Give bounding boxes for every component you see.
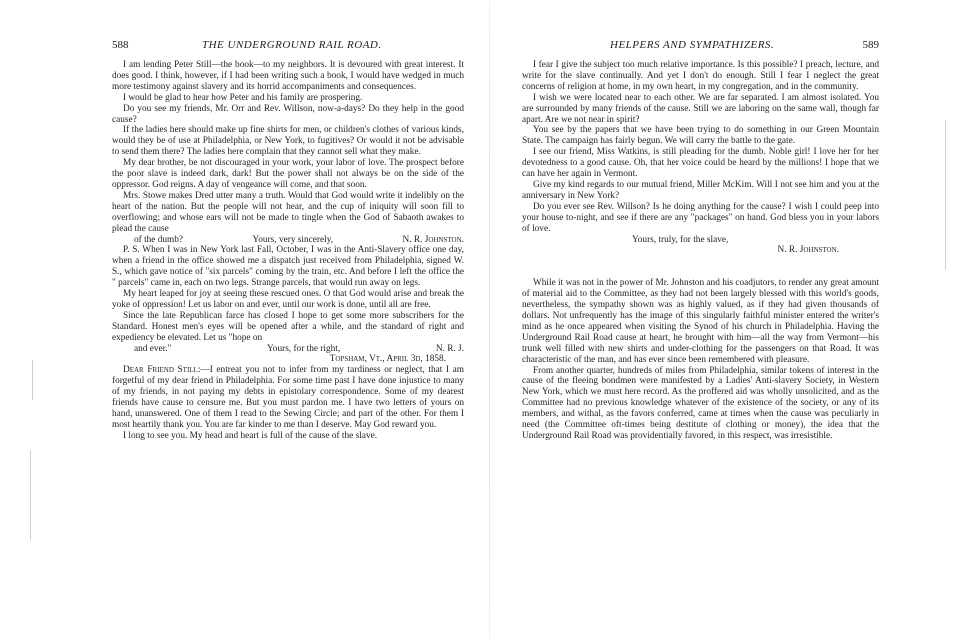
postscript-paragraph: Since the late Republican farce has closed I hope to get some more subscribers for the Standard. Honest men's eyes will be opened after a while, and the standard of right and expediency be elevated. Let us "hope on [112, 310, 464, 343]
closing-phrase: Yours, very sincerely, [252, 234, 334, 245]
page-edge-mark [32, 360, 33, 400]
postscript-closing-line [112, 344, 464, 355]
paragraph: I would be glad to hear how Peter and his family are prospering. [123, 92, 363, 103]
signature: N. R. Johnston. [777, 245, 839, 256]
right-page [490, 0, 980, 640]
left-running-head [112, 38, 464, 52]
signature: N. R. Johnston. [402, 234, 464, 245]
letter-closing: Yours, truly, for the slave, [632, 234, 729, 245]
postscript-paragraph: P. S. When I was in New York last Fall, October, I was in the Anti-Slavery office one day, when a friend in the office showed me a dispatch just received from Philadelphia, signed W. S., which gave notice of "six parcels" coming by the train, etc. And before I left the office the " parcels" came in, each on two legs. Strange parcels, that would run away on legs. [112, 245, 464, 289]
paragraph: I see our friend, Miss Watkins, is still pleading for the dumb. Noble girl! I love her for her devotedness to a good cause. Oh, that her voice could be heard by the millions! I hope that we can have her again in Vermont. [522, 147, 879, 180]
signature: N. R. J. [435, 343, 464, 354]
narrative-paragraph: While it was not in the power of Mr. Johnston and his coadjutors, to render any great amount of material aid to the Committee, as they had not been largely blessed with this world's goods, nevertheless, the sympathy shown was as highly valued, as if they had given thousands of dollars. Not unfrequently has the image of this singularly faithful minister entered the writer's mind as he once appeared when visiting the Synod of his church in Philadelphia. Having the Underground Rail Road cause at heart, he brought with him—all the way from Vermont—his trunk well filled with new shirts and under-clothing for the passengers on that Road. It was characteristic of the man, and has ever since been remembered with pleasure. [522, 278, 879, 365]
right-page-number: 589 [862, 39, 879, 51]
paragraph: I wish we were located near to each other. We are far separated. I am almost isolated. You are surrounded by many friends of the cause. Still we are laboring on the same wall, though far apart. Are we not near in spirit? [522, 92, 879, 125]
paragraph: Mrs. Stowe makes Dred utter many a truth. Would that God would write it indelibly on the heart of the nation. But the people will not hear, and the cup of iniquity will soon fill to overflowing; and whose ears will not be made to tingle when the God of Sabaoth awakes to plead the cause [112, 190, 464, 234]
right-page-body [522, 60, 879, 442]
letter-closing-line [112, 235, 464, 246]
closing-fragment: and ever." [134, 343, 172, 354]
paragraph: I fear I give the subject too much relative importance. Is this possible? I preach, lecture, and write for the slave continually. And yet I don't do enough. Still I fear I neglect the great concerns of religion at home, in my own heart, in my congregation, and in the community. [522, 60, 879, 92]
paragraph: Do you ever see Rev. Willson? Is he doing anything for the cause? I wish I could peep into your house to-night, and see if there are any "packages" on hand. God bless you in your labors of love. [522, 201, 879, 234]
salutation: Dear Friend Still [123, 365, 198, 376]
narrative-paragraph: From another quarter, hundreds of miles from Philadelphia, similar tokens of interest in the cause of the fleeing bondmen were manifested by a Ladies' Anti-slavery Society, in Western New York, which we must here record. As the proffered aid was wholly unsolicited, and as the Committee had no previous knowledge whatever of the existence of the society, or any of its members, and withal, as the favors conferred, came at times when the cause was peculiarly in need (the Committee oft-times being destitute of clothing or money), the idea that the Underground Rail Road was providentially favored, in this respect, was irresistible. [522, 365, 879, 441]
left-page-number: 588 [112, 39, 129, 51]
right-running-title: HELPERS AND SYMPATHIZERS. [610, 39, 775, 51]
page-edge-mark [30, 450, 31, 540]
left-page-body [112, 60, 464, 442]
section-gap [522, 256, 879, 278]
closing-fragment: of the dumb? [134, 234, 184, 245]
letter-paragraph: I long to see you. My head and heart is full of the cause of the slave. [123, 430, 378, 441]
paragraph: My dear brother, be not discouraged in your work, your labor of love. The prospect before the poor slave is indeed dark, dark! But the power shall not always be on the side of the oppressor. God reigns. A day of vengeance will come, and that soon. [112, 158, 464, 190]
letter-opening [112, 365, 464, 430]
page-edge-mark [945, 120, 946, 270]
paragraph: I am lending Peter Still—the book—to my neighbors. It is devoured with great interest. It does good. I think, however, if I had been writing such a book, I would have wedged in much more testimony against slavery and its horrid accompaniments and consequences. [112, 60, 464, 92]
right-running-head [522, 38, 879, 52]
paragraph: Give my kind regards to our mutual friend, Miller McKim. Will I not see him and you at the anniversary in New York? [522, 179, 879, 201]
paragraph: If the ladies here should make up fine shirts for men, or children's clothes of various kinds, would they be of use at Philadelphia, or New York, to fugitives? Or would it not be advisable to send them there? The ladies here complain that they cannot sell what they make. [112, 125, 464, 158]
letter-paragraph: :—I entreat you not to infer from my tardiness or neglect, that I am forgetful of my dear friend in Philadelphia. For some time past I have done injustice to many of my friends, in not paying my debts in epistolary correspondence. Some of my dearest friends have cause to censure me. But you must pardon me. I have two letters of yours on hand, unanswered. One of them I read to the Sewing Circle; and part of the other. For them I most heartily thank you. You are far kinder to me than I deserve. May God reward you. [112, 365, 464, 430]
paragraph: You see by the papers that we have been trying to do something in our Green Mountain State. The campaign has fairly begun. We will carry the battle to the gate. [522, 125, 879, 147]
postscript-paragraph: My heart leaped for joy at seeing these rescued ones. O that God would arise and break the yoke of oppression! Let us labor on and ever, until our work is done, until all are free. [112, 289, 464, 310]
dateline: Topsham, Vt., April 3d, 1858. [329, 354, 446, 365]
closing-phrase: Yours, for the right, [267, 343, 341, 354]
paragraph: Do you see my friends, Mr. Orr and Rev. Willson, now-a-days? Do they help in the good cause? [112, 103, 464, 125]
left-running-title: THE UNDERGROUND RAIL ROAD. [202, 39, 382, 51]
